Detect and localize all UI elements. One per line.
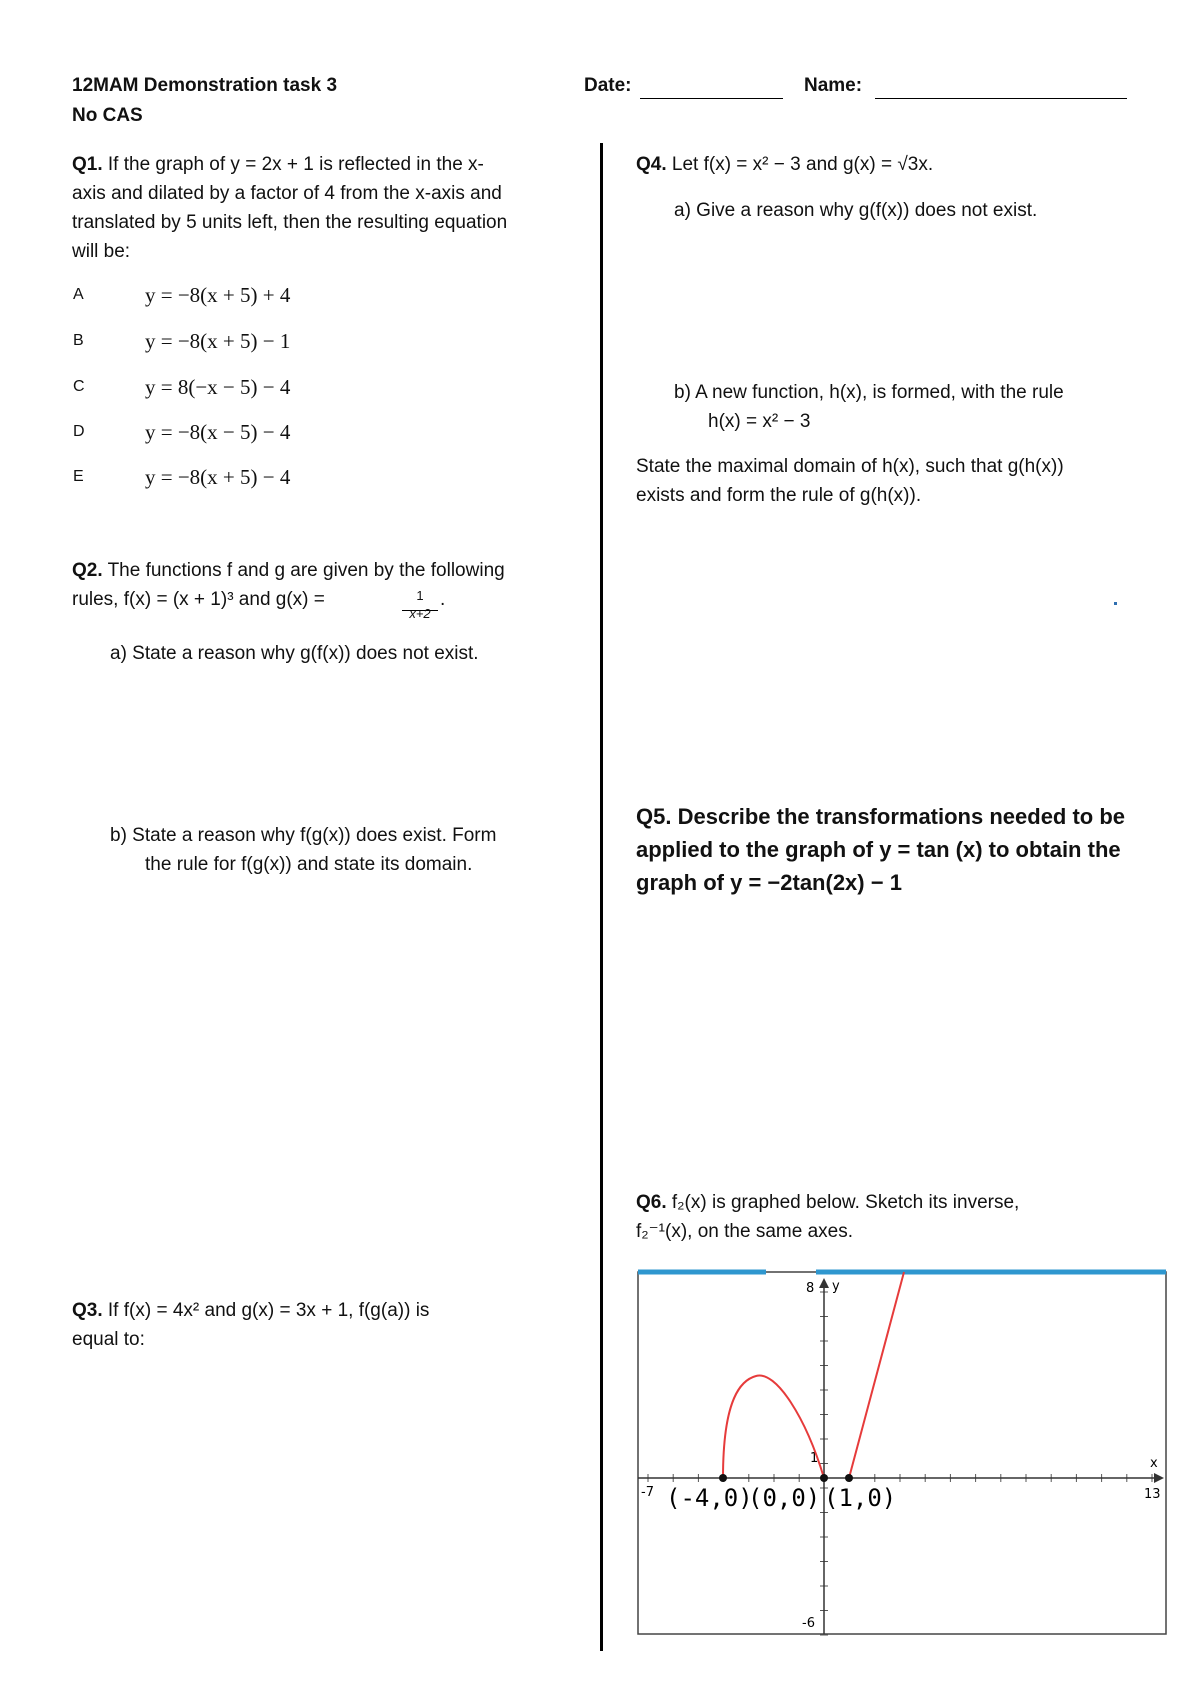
- point-label-1-0: (1,0): [824, 1484, 897, 1512]
- q1-line-3: translated by 5 units left, then the resulting equation: [72, 212, 508, 233]
- q6-text: [636, 1188, 1019, 1246]
- q1-option-e-letter[interactable]: E: [73, 468, 84, 485]
- q1-option-c-letter[interactable]: C: [73, 378, 85, 395]
- q2-part-b: [110, 821, 496, 879]
- q2-line-1: The functions f and g are given by the following: [107, 560, 505, 581]
- q3-line-2: equal to:: [72, 1329, 145, 1350]
- y-one-label: 1: [810, 1451, 819, 1466]
- q5-number: Q5.: [636, 804, 672, 829]
- q1-text: [72, 150, 572, 266]
- name-label: Name:: [804, 75, 863, 96]
- date-field[interactable]: [640, 80, 783, 99]
- q3-text: [72, 1296, 582, 1354]
- q1-option-a-equation: y = −8(x + 5) + 4: [145, 283, 291, 307]
- q1-option-b-equation: y = −8(x + 5) − 1: [145, 329, 291, 353]
- q4-text: [636, 154, 933, 176]
- q1-option-d-letter[interactable]: D: [73, 423, 85, 440]
- column-divider: [600, 143, 603, 1651]
- q6-graph[interactable]: [636, 1268, 1168, 1638]
- point-label-0-0: (0,0): [748, 1484, 821, 1512]
- y-axis-label: y: [832, 1279, 840, 1294]
- point-1-0: [845, 1474, 853, 1482]
- name-field[interactable]: [875, 80, 1127, 99]
- q5-line-2: applied to the graph of y = tan (x) to obtain the: [636, 837, 1121, 862]
- document-subtitle: No CAS: [72, 105, 143, 126]
- q2-line-2: rules, f(x) = (x + 1)³ and g(x) =: [72, 589, 325, 610]
- document-title: 12MAM Demonstration task 3: [72, 75, 338, 96]
- q5-line-3: graph of y = −2tan(2x) − 1: [636, 870, 902, 895]
- q4-number: Q4.: [636, 154, 667, 175]
- q3-line-1: If f(x) = 4x² and g(x) = 3x + 1, f(g(a)) is: [107, 1300, 430, 1321]
- q4-part-b-line-1: b) A new function, h(x), is formed, with the rule: [674, 382, 1064, 403]
- q4-state: [636, 452, 1064, 510]
- q4-state-line-1: State the maximal domain of h(x), such that g(h(x)): [636, 456, 1064, 477]
- q1-option-d-equation: y = −8(x − 5) − 4: [145, 420, 291, 444]
- q1-option-e-equation: y = −8(x + 5) − 4: [145, 465, 291, 489]
- q2-part-b-line-2: the rule for f(g(x)) and state its domain.: [145, 854, 473, 875]
- stray-dot: [1114, 602, 1117, 605]
- q1-option-c-equation: y = 8(−x − 5) − 4: [145, 375, 291, 399]
- q6-number: Q6.: [636, 1192, 667, 1213]
- q2-fraction-denominator: x+2: [409, 606, 431, 621]
- q1-line-4: will be:: [72, 241, 131, 262]
- q4-part-b-line-2: h(x) = x² − 3: [708, 411, 811, 432]
- date-label: Date:: [584, 75, 632, 96]
- q6-line-2: f₂⁻¹(x), on the same axes.: [636, 1221, 853, 1242]
- x-max-label: 13: [1144, 1487, 1161, 1502]
- q4-part-a: a) Give a reason why g(f(x)) does not exist.: [674, 200, 1038, 221]
- q2-text: Q2. The functions f and g are given by the following rules, f(x) = (x + 1)³ and g(x) = 1 x+2 .: [72, 556, 582, 617]
- q2-part-b-line-1: b) State a reason why f(g(x)) does exist. Form: [110, 825, 497, 846]
- q5-line-1: Describe the transformations needed to be: [677, 804, 1126, 829]
- q1-line-2: axis and dilated by a factor of 4 from the x-axis and: [72, 183, 502, 204]
- q4-line-1: Let f(x) = x² − 3 and g(x) = √3x.: [671, 154, 934, 175]
- point-label-neg4-0: (-4,0): [666, 1484, 753, 1512]
- q6-line-1: f₂(x) is graphed below. Sketch its inverse,: [671, 1192, 1020, 1213]
- y-min-label: -6: [802, 1616, 815, 1631]
- y-max-label: 8: [806, 1281, 815, 1296]
- x-axis-label: x: [1150, 1456, 1158, 1471]
- q4-state-line-2: exists and form the rule of g(h(x)).: [636, 485, 922, 506]
- q1-number: Q1.: [72, 154, 103, 175]
- q2-part-a: a) State a reason why g(f(x)) does not exist.: [110, 643, 479, 664]
- q5-text: [636, 800, 1125, 899]
- q2-fraction-numerator: 1: [402, 581, 438, 611]
- q2-number: Q2.: [72, 560, 103, 581]
- point-0-0: [820, 1474, 828, 1482]
- graph-frame: [638, 1272, 1166, 1634]
- q1-option-b-letter[interactable]: B: [73, 332, 84, 349]
- q1-line-1: If the graph of y = 2x + 1 is reflected in the x-: [107, 154, 484, 175]
- q4-part-b: [674, 378, 1064, 436]
- q3-number: Q3.: [72, 1300, 103, 1321]
- q1-option-a-letter[interactable]: A: [73, 286, 84, 303]
- x-min-label: -7: [641, 1485, 654, 1500]
- point-neg4-0: [719, 1474, 727, 1482]
